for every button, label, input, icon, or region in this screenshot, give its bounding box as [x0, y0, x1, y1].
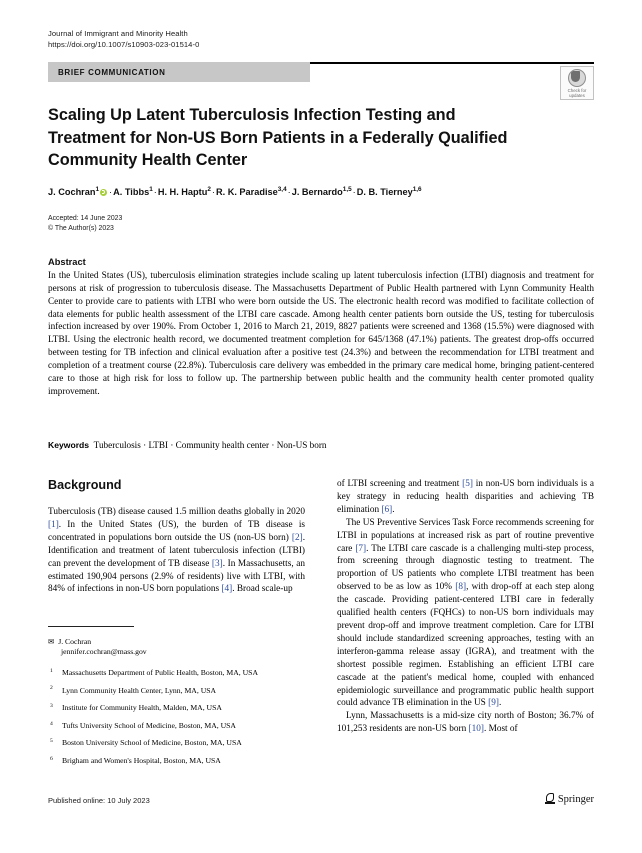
author-affil-sup: 2: [207, 186, 211, 193]
keywords-terms: Tuberculosis · LTBI · Community health center · Non-US born: [93, 440, 327, 450]
reference-link[interactable]: [10]: [468, 724, 484, 735]
reference-link[interactable]: [4]: [221, 584, 233, 595]
affiliation-text: Institute for Community Health, Malden, MA, USA: [62, 703, 222, 713]
reference-link[interactable]: [7]: [355, 543, 367, 554]
correspondence-email[interactable]: jennifer.cochran@mass.gov: [61, 647, 147, 657]
author-separator: ·: [153, 187, 157, 198]
published-online-date: Published online: 10 July 2023: [48, 796, 150, 805]
author-5: [292, 187, 352, 197]
correspondence-block: [48, 637, 310, 658]
page-title: Scaling Up Latent Tuberculosis Infection Testing and Treatment for Non-US Born Patients in a Federally Qualified Community Health Center: [48, 106, 508, 169]
affiliation-item: [48, 756, 310, 766]
affiliation-list: [48, 668, 310, 774]
orcid-icon[interactable]: [100, 189, 107, 196]
author-separator: ·: [287, 187, 291, 198]
author-separator: ·: [109, 187, 113, 198]
affiliation-number: 5: [50, 738, 53, 745]
affiliation-number: 1: [50, 667, 53, 674]
author-name: J. Bernardo: [291, 187, 343, 198]
envelope-icon: ✉: [48, 637, 55, 646]
affiliation-text: Lynn Community Health Center, Lynn, MA, USA: [62, 685, 217, 695]
background-paragraph-right-1: of LTBI screening and treatment [5] in non-US born individuals is a key strategy in reducing health disparities and achieving TB elimination [6].: [337, 479, 594, 515]
reference-link[interactable]: [6]: [381, 504, 393, 515]
acceptance-block: [48, 214, 122, 233]
publisher-name: Springer: [557, 793, 594, 805]
background-paragraph-right-3: Lynn, Massachusetts is a mid-size city north of Boston; 36.7% of 101,253 residents are non-US born [10]. Most of: [337, 711, 594, 735]
author-affil-sup: 3,4: [277, 186, 287, 193]
crossmark-label-line2: updates: [569, 93, 585, 99]
author-4: [216, 187, 287, 197]
author-name: A. Tibbs: [113, 187, 150, 198]
affiliation-text: Tufts University School of Medicine, Boston, MA, USA: [62, 720, 236, 730]
author-name: R. K. Paradise: [215, 187, 278, 198]
author-affil-sup: 1: [95, 186, 100, 193]
affiliation-text: Brigham and Women's Hospital, Boston, MA, USA: [62, 755, 221, 765]
crossmark-icon: [568, 69, 586, 87]
author-3: [158, 187, 211, 197]
column-right: [337, 478, 594, 736]
doi-link[interactable]: https://doi.org/10.1007/s10903-023-01514-0: [48, 40, 200, 50]
affiliation-number: 2: [50, 685, 53, 692]
author-6: [357, 187, 422, 197]
affiliation-text: Massachusetts Department of Public Health, Boston, MA, USA: [62, 668, 259, 677]
masthead: [48, 28, 199, 50]
affiliation-text: Boston University School of Medicine, Boston, MA, USA: [62, 738, 242, 748]
affiliation-item: [48, 668, 310, 678]
column-left: [48, 478, 305, 596]
affiliation-item: [48, 738, 310, 748]
check-for-updates-badge[interactable]: [560, 66, 594, 100]
author-name: H. H. Haptu: [157, 187, 208, 198]
author-2: [113, 187, 153, 197]
section-heading-background: Background: [48, 478, 122, 492]
page-content: [48, 0, 594, 853]
background-paragraph-left: Tuberculosis (TB) disease caused 1.5 million deaths globally in 2020 [1]. In the United States (US), the burden of TB disease is concentrated in populations born outside the US (non-US born) [2]. Identification and treatment of latent tuberculosis infection (LTBI) can prevent the development of TB disease [3]. In Massachusetts, an estimated 190,904 persons (2.9% of residents) live with LTBI, with 84% of infections in non-US born populations [4]. Broad scale-up: [48, 507, 305, 595]
author-affil-sup: 1,6: [412, 186, 422, 193]
banner-divider-rule: [310, 62, 594, 64]
accepted-date: Accepted: 14 June 2023: [48, 215, 123, 222]
author-separator: ·: [211, 187, 215, 198]
author-name: D. B. Tierney: [356, 187, 413, 198]
affiliation-item: [48, 686, 310, 696]
article-type-banner: [48, 62, 594, 82]
author-list: [48, 183, 568, 199]
author-separator: ·: [352, 187, 356, 198]
author-affil-sup: 1: [149, 186, 153, 193]
correspondence-name: J. Cochran: [58, 637, 92, 646]
publisher-logo: [545, 793, 594, 805]
reference-link[interactable]: [8]: [455, 582, 467, 593]
reference-link[interactable]: [2]: [291, 532, 303, 543]
author-1: [48, 187, 108, 197]
keywords-label: Keywords: [48, 440, 90, 450]
reference-link[interactable]: [9]: [488, 698, 499, 709]
author-affil-sup: 1,5: [342, 186, 352, 193]
keywords-line: [48, 440, 594, 450]
crossmark-label: [568, 88, 587, 98]
author-name: J. Cochran: [48, 187, 96, 198]
correspondence-name-row: [48, 637, 310, 647]
springer-horse-icon: [545, 793, 555, 805]
journal-name: Journal of Immigrant and Minority Health: [48, 29, 188, 38]
affiliation-number: 6: [50, 755, 53, 762]
abstract-heading: Abstract: [48, 257, 86, 267]
reference-link[interactable]: [5]: [462, 479, 473, 489]
article-type-label: BRIEF COMMUNICATION: [58, 67, 166, 77]
reference-link[interactable]: [1]: [48, 519, 59, 530]
affiliation-number: 3: [50, 703, 53, 709]
affiliation-item: [48, 721, 310, 731]
affiliation-number: 4: [50, 720, 53, 727]
affiliation-item: [48, 703, 310, 713]
correspondence-divider: [48, 626, 134, 627]
background-paragraph-right-2: The US Preventive Services Task Force recommends screening for LTBI in populations at increased risk as part of routine preventive care [7]. The LTBI care cascade is a challenging multi-step process, from screening through diagnostic testing to treatment. The proportion of US patients who complete LTBI treatment has been observed to be as low as 10% [8], with drop-off at each step along the cascade. Providing patient-centered LTBI care in federally qualified health centers (FQHCs) to non-US born individuals may prevent drop-off and improve treatment completion. Care for LTBI should include standardized screening approaches, testing with an interferon-gamma release assay (IGRA), and treatment with the shortest possible regimen. Establishing an efficient LTBI care cascade at the patient's medical home, coupled with enhanced epidemiologic surveillance and programmatic public health support could advance TB elimination in the US [9].: [337, 517, 594, 709]
reference-link[interactable]: [3]: [211, 558, 223, 569]
abstract-text: In the United States (US), tuberculosis elimination strategies include scaling up latent tuberculosis infection (LTBI) diagnosis and treatment for persons at risk of progression to tuberculosis disease. The Massachusetts Department of Public Health partnered with Lynn Community Health Center to provide care to patients with LTBI who were born outside the US. The electronic health record was modified to facilitate collection of data elements for public health assessment of the LTBI care cascade. Among health center patients born outside the US, testing for tuberculosis infection increased by over 190%. From October 1, 2016 to March 21, 2019, 8827 patients were screened and 1368 (15.5%) were diagnosed with LTBI. Using the electronic health record, we documented treatment completion for 645/1368 (47.1%) patients. The greatest drop-offs occurred between testing for TB infection and clinical evaluation after a positive test (24.3%) and between the recommendation for LTBI treatment and completion of a treatment course (22.8%). Tuberculosis care delivery was embedded in the primary care medical home, bringing patient-centered care to those at high risk for loss to follow up. The partnership between public health and the community health center promoted quality improvement.: [48, 271, 594, 397]
copyright-line: © The Author(s) 2023: [48, 224, 114, 232]
crossmark-label-line1: Check for: [567, 88, 587, 93]
